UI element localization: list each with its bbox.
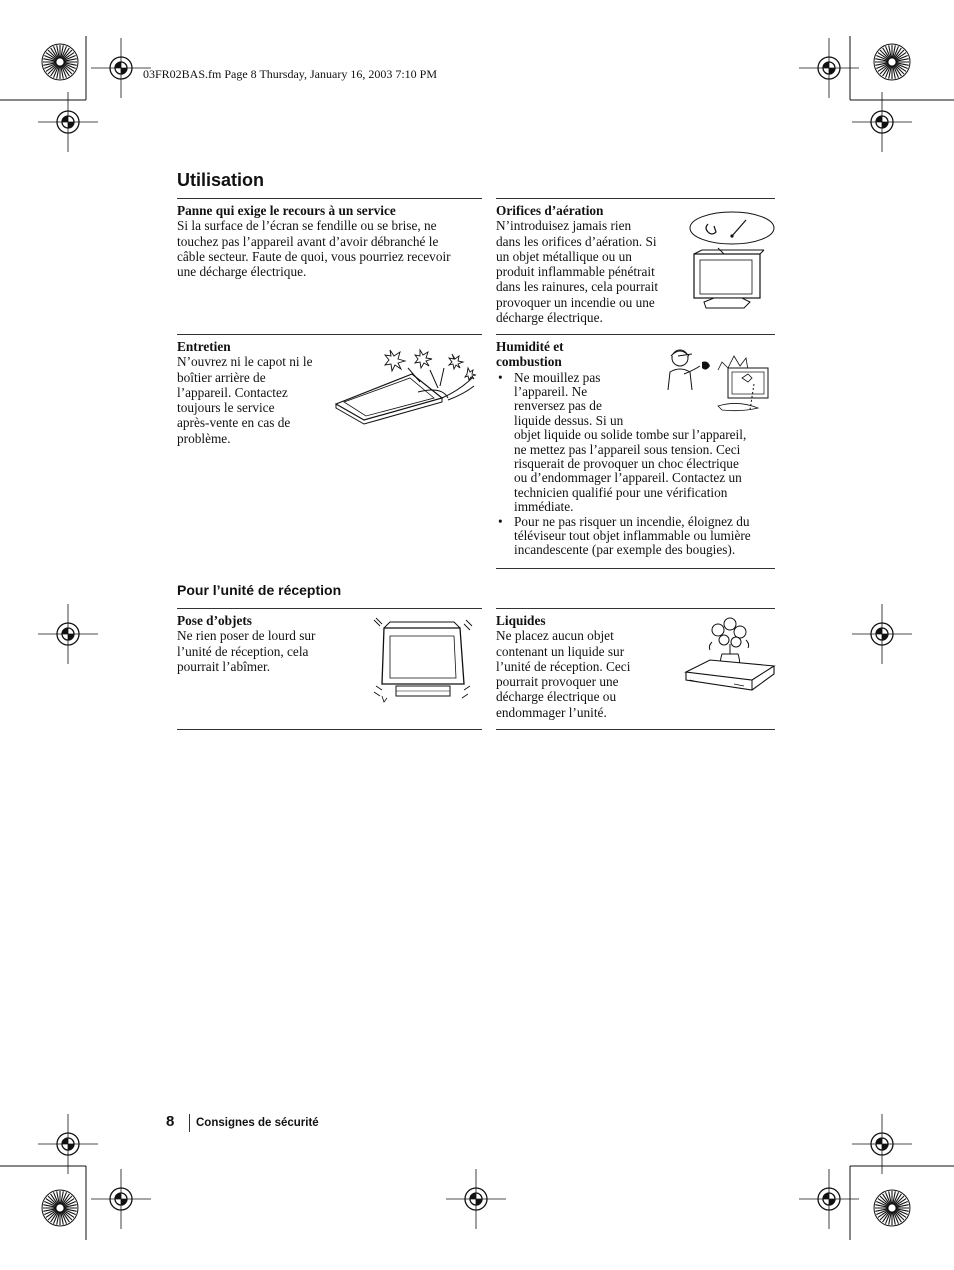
block-line: N’ouvrez ni le capot ni le [177, 354, 313, 370]
divider [177, 334, 482, 335]
bullet-line: l’appareil. Ne [514, 384, 588, 399]
page-number: 8 [166, 1113, 175, 1130]
block-line: boîtier arrière de [177, 369, 266, 385]
footer-separator [189, 1114, 190, 1132]
block-line: Ne rien poser de lourd sur [177, 628, 316, 644]
section-title: Utilisation [177, 170, 265, 190]
block-line: un objet métallique ou un [496, 248, 632, 264]
block-title: Entretien [177, 339, 231, 354]
bullet-line: technicien qualifié pour une vérification [514, 484, 728, 500]
bullet-line: • Pour ne pas risquer un incendie, éloignez du [514, 513, 750, 529]
divider [496, 729, 775, 730]
tv-on-receiver-illustration [372, 616, 476, 706]
bullet-item [496, 515, 776, 558]
bullet-line: liquide dessus. Si un [514, 412, 624, 428]
divider [177, 608, 482, 609]
block-title: Pose d’objets [177, 613, 252, 628]
block-line: provoquer un incendie ou une [496, 294, 655, 310]
block-line: N’introduisez jamais rien [496, 218, 632, 234]
divider [496, 198, 775, 199]
block-line: Ne placez aucun objet [496, 628, 614, 644]
service-repair-block [177, 203, 482, 279]
block-line: problème. [177, 430, 231, 446]
block-title: Orifices d’aération [496, 203, 604, 218]
bullet-line: risquerait de provoquer un choc électrique [514, 456, 739, 472]
block-title: Panne qui exige le recours à un service [177, 203, 396, 218]
block-title: Liquides [496, 613, 546, 628]
block-line: toujours le service [177, 400, 275, 416]
tv-ventilation-illustration [684, 210, 776, 314]
divider [496, 568, 775, 569]
bullet-line: • Ne mouillez pas [514, 369, 601, 385]
file-info-header: 03FR02BAS.fm Page 8 Thursday, January 16, 2003 7:10 PM [143, 67, 437, 81]
divider [177, 729, 482, 730]
divider [177, 198, 482, 199]
bullet-line: ne mettez pas l’appareil sous tension. Ceci [514, 441, 741, 457]
bullet-line: incandescente (par exemple des bougies). [514, 542, 736, 558]
wet-tv-illustration [658, 344, 776, 412]
subsection-title: Pour l’unité de réception [177, 582, 342, 598]
bullet-line: immédiate. [514, 499, 574, 515]
maintenance-block [177, 339, 337, 446]
block-line: dans les orifices d’aération. Si [496, 233, 657, 249]
block-title: Humidité et [496, 339, 564, 354]
block-line: câble secteur. Faute de quoi, vous pourriez recevoir [177, 248, 451, 264]
block-line: l’appareil. Contactez [177, 384, 288, 400]
liquids-block [496, 613, 666, 720]
block-line: produit inflammable pénétrait [496, 264, 655, 280]
bullet-line: téléviseur tout objet inflammable ou lumière [514, 528, 751, 544]
block-line: contenant un liquide sur [496, 643, 625, 659]
vase-on-receiver-illustration [684, 614, 776, 692]
divider [496, 608, 775, 609]
block-line: décharge électrique. [496, 310, 603, 326]
block-line: dans les rainures, cela pourrait [496, 279, 659, 295]
ventilation-block [496, 203, 686, 325]
block-line: après-vente en cas de [177, 415, 291, 431]
bullet-line: objet liquide ou solide tombe sur l’appareil, [514, 427, 747, 443]
bullet-line: renversez pas de [514, 398, 602, 414]
block-line: pourrait provoquer une [496, 674, 619, 690]
block-line: une décharge électrique. [177, 264, 307, 280]
bullet-line: ou d’endommager l’appareil. Contactez un [514, 470, 742, 486]
footer-section-name: Consignes de sécurité [196, 1117, 319, 1129]
block-line: pourrait l’abîmer. [177, 658, 271, 674]
block-line: l’unité de réception. Ceci [496, 658, 631, 674]
opened-tv-illustration [334, 340, 480, 426]
block-line: touchez pas l’appareil avant d’avoir débranché le [177, 233, 439, 249]
block-line: endommager l’unité. [496, 704, 607, 720]
divider [496, 334, 775, 335]
block-line: Si la surface de l’écran se fendille ou se brise, ne [177, 218, 437, 234]
block-line: décharge électrique ou [496, 689, 617, 705]
placing-objects-block [177, 613, 347, 674]
block-title: combustion [496, 354, 562, 370]
block-line: l’unité de réception, cela [177, 643, 309, 659]
